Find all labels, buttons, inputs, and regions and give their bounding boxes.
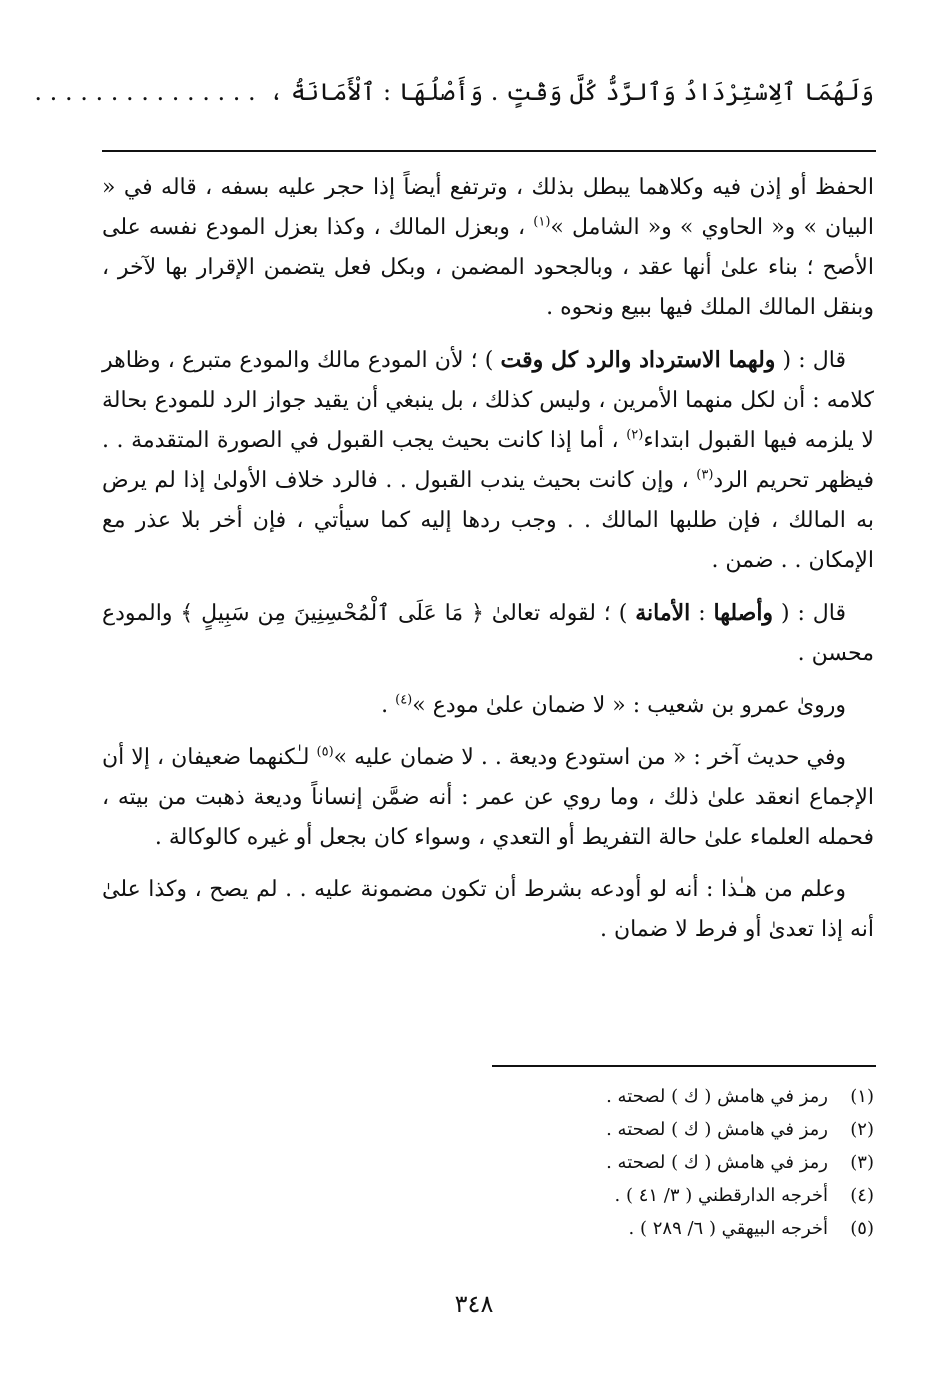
footnote-number: (١) <box>850 1086 874 1107</box>
footnote-item <box>300 1179 874 1212</box>
paragraph-2: قال : ( ولهما الاسترداد والرد كل وقت ) ؛ لأن المودع مالك والمودع متبرع ، وظاهر كلامه : أن لكل منهما الأمرين ، وليس كذلك ، بل ينبغي أن يقيد جواز الرد للمودع بحالة لا يلزمه فيها القبول ابتداء$^{(٢)}$ ، أما إذا كانت بحيث يجب القبول في الصورة المتقدمة . . فيظهر تحريم الرد$^{(٣)}$ ، وإن كانت بحيث يندب القبول . . فالرد خلاف الأولىٰ إذا لم يرض به المالك ، فإن طلبها المالك . . وجب ردها إليه كما سيأتي ، فإن أخر بلا عذر مع الإمكان . . ضمن . <box>102 347 875 573</box>
footnote-ref-1[interactable]: (١) <box>533 214 551 230</box>
quoted-matn: الأمانة <box>635 600 691 626</box>
paragraph-6: وعلم من هـٰذا : أنه لو أودعه بشرط أن تكون مضمونة عليه . . لم يصح ، وكذا علىٰ أنه إذا تعدىٰ أو فرط لا ضمان . <box>102 877 874 942</box>
footnote-number: (٣) <box>850 1152 874 1173</box>
footnote-number: (٥) <box>850 1218 874 1239</box>
paragraph-5: وفي حديث آخر : « من استودع وديعة . . لا ضمان عليه »$^{(٥)}$ لـٰكنهما ضعيفان ، إلا أن الإجماع انعقد علىٰ ذلك ، وما روي عن عمر : أنه ضمَّن إنساناً وديعة ذهبت من بيته ، فحمله العلماء علىٰ حالة التفريط أو التعدي ، وسواء كان بجعل أو غيره كالوكالة . <box>102 744 874 850</box>
footnote-item <box>300 1080 874 1113</box>
footnote-number: (٤) <box>850 1185 874 1206</box>
footnote-text: رمز في هامش ( ك ) لصحته . <box>606 1152 828 1173</box>
footnote-text: أخرجه البيهقي ( ٦/ ٢٨٩ ) . <box>628 1218 828 1239</box>
footnote-item <box>300 1146 874 1179</box>
page-number: ٣٤٨ <box>454 1290 494 1318</box>
quoted-matn: وأصلها <box>713 600 774 626</box>
footnote-item <box>300 1212 874 1245</box>
footnote-item <box>300 1113 874 1146</box>
footnote-ref-5[interactable]: (٥) <box>316 744 334 760</box>
paragraph-4: وروىٰ عمرو بن شعيب : « لا ضمان علىٰ مودع »$^{(٤)}$ . <box>381 692 846 718</box>
paragraph-1: الحفظ أو إذن فيه وكلاهما يبطل بذلك ، وترتفع أيضاً إذا حجر عليه بسفه ، قاله في « البيان » و« الحاوي » و« الشامل »$^{(١)}$ ، وبعزل المالك ، وكذا بعزل المودع نفسه على الأصح ؛ بناء علىٰ أنها عقد ، وبالجحود المضمن ، وبكل فعل يتضمن الإقرار بها لآخر ، وبنقل المالك الملك فيها ببيع ونحوه . <box>102 175 874 320</box>
footnotes-list <box>300 1080 874 1245</box>
footnote-ref-2[interactable]: (٢) <box>626 427 644 443</box>
footnote-text: أخرجه الدارقطني ( ٣/ ٤١ ) . <box>614 1185 828 1206</box>
matn-text: وَلَهُمَا ٱلِاسْتِرْدَادُ وَٱلرَّدُّ كُلَّ وَقْتٍ . وَأَصْلُهَا : ٱلْأَمَانَةُ ، <box>269 78 874 106</box>
paragraph-3: قال : ( وأصلها : الأمانة ) ؛ لقوله تعالىٰ ﴿ مَا عَلَى ٱلْمُحْسِنِينَ مِن سَبِيلٍ ﴾ والمودع محسن . <box>102 600 874 666</box>
footnotes-separator <box>492 1065 876 1067</box>
commentary-body <box>102 168 874 962</box>
matn-separator <box>102 150 876 152</box>
footnote-text: رمز في هامش ( ك ) لصحته . <box>606 1119 828 1140</box>
footnote-text: رمز في هامش ( ك ) لصحته . <box>606 1086 828 1107</box>
matn-dots: . . . . . . . . . . . . . . . <box>34 78 256 106</box>
matn-line <box>34 72 874 112</box>
footnote-ref-3[interactable]: (٣) <box>696 467 714 483</box>
footnote-number: (٢) <box>850 1119 874 1140</box>
footnote-ref-4[interactable]: (٤) <box>395 692 413 708</box>
quoted-matn: ولهما الاسترداد والرد كل وقت <box>500 347 776 373</box>
